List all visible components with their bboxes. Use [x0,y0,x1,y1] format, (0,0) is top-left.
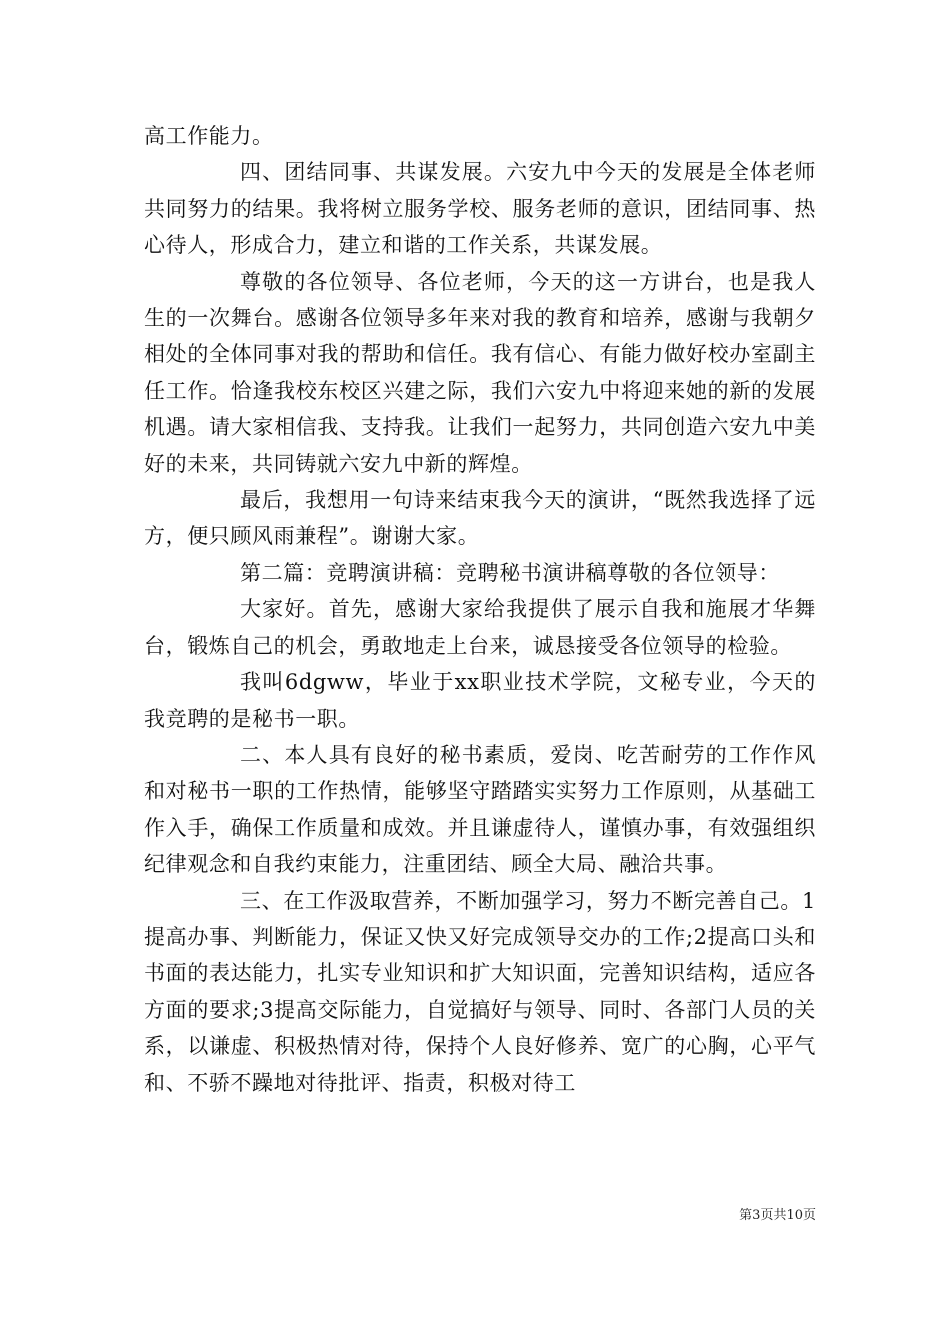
paragraph-learning: 三、在工作汲取营养，不断加强学习，努力不断完善自己。1提高办事、判断能力，保证又快又好完成领导交办的工作;2提高口头和书面的表达能力，扎实专业知识和扩大知识面，完善知识结构，适应各方面的要求;3提高交际能力，自觉搞好与领导、同时、各部门人员的关系，以谦虚、积极热情对待，保持个人良好修养、宽广的心胸，心平气和、不骄不躁地对待批评、指责，积极对待工 [144,888,816,1095]
paragraph-greeting: 大家好。首先，感谢大家给我提供了展示自我和施展才华舞台，锻炼自己的机会，勇敢地走上台来，诚恳接受各位领导的检验。 [144,597,816,658]
paragraph-introduction: 我叫6dgww，毕业于xx职业技术学院，文秘专业，今天的我竞聘的是秘书一职。 [144,670,816,731]
paragraph-continuation: 高工作能力。 [144,124,274,148]
section-heading: 第二篇：竞聘演讲稿：竞聘秘书演讲稿尊敬的各位领导： [240,560,780,585]
document-body [144,118,816,1101]
paragraph-qualities: 二、本人具有良好的秘书素质，爱岗、吃苦耐劳的工作作风和对秘书一职的工作热情，能够坚守踏踏实实努力工作原则，从基础工作入手，确保工作质量和成效。并且谦虚待人，谨慎办事，有效强组织纪律观念和自我约束能力，注重团结、顾全大局、融洽共事。 [144,742,816,877]
paragraph-thanks: 尊敬的各位领导、各位老师，今天的这一方讲台，也是我人生的一次舞台。感谢各位领导多年来对我的教育和培养，感谢与我朝夕相处的全体同事对我的帮助和信任。我有信心、有能力做好校办室副主任工作。恰逢我校东校区兴建之际，我们六安九中将迎来她的新的发展机遇。请大家相信我、支持我。让我们一起努力，共同创造六安九中美好的未来，共同铸就六安九中新的辉煌。 [144,269,816,476]
page-number: 第3页共10页 [739,1208,816,1223]
paragraph-unity: 四、团结同事、共谋发展。六安九中今天的发展是全体老师共同努力的结果。我将树立服务学校、服务老师的意识，团结同事、热心待人，形成合力，建立和谐的工作关系，共谋发展。 [144,160,816,258]
paragraph-closing: 最后，我想用一句诗来结束我今天的演讲，“既然我选择了远方，便只顾风雨兼程”。谢谢大家。 [144,488,816,549]
